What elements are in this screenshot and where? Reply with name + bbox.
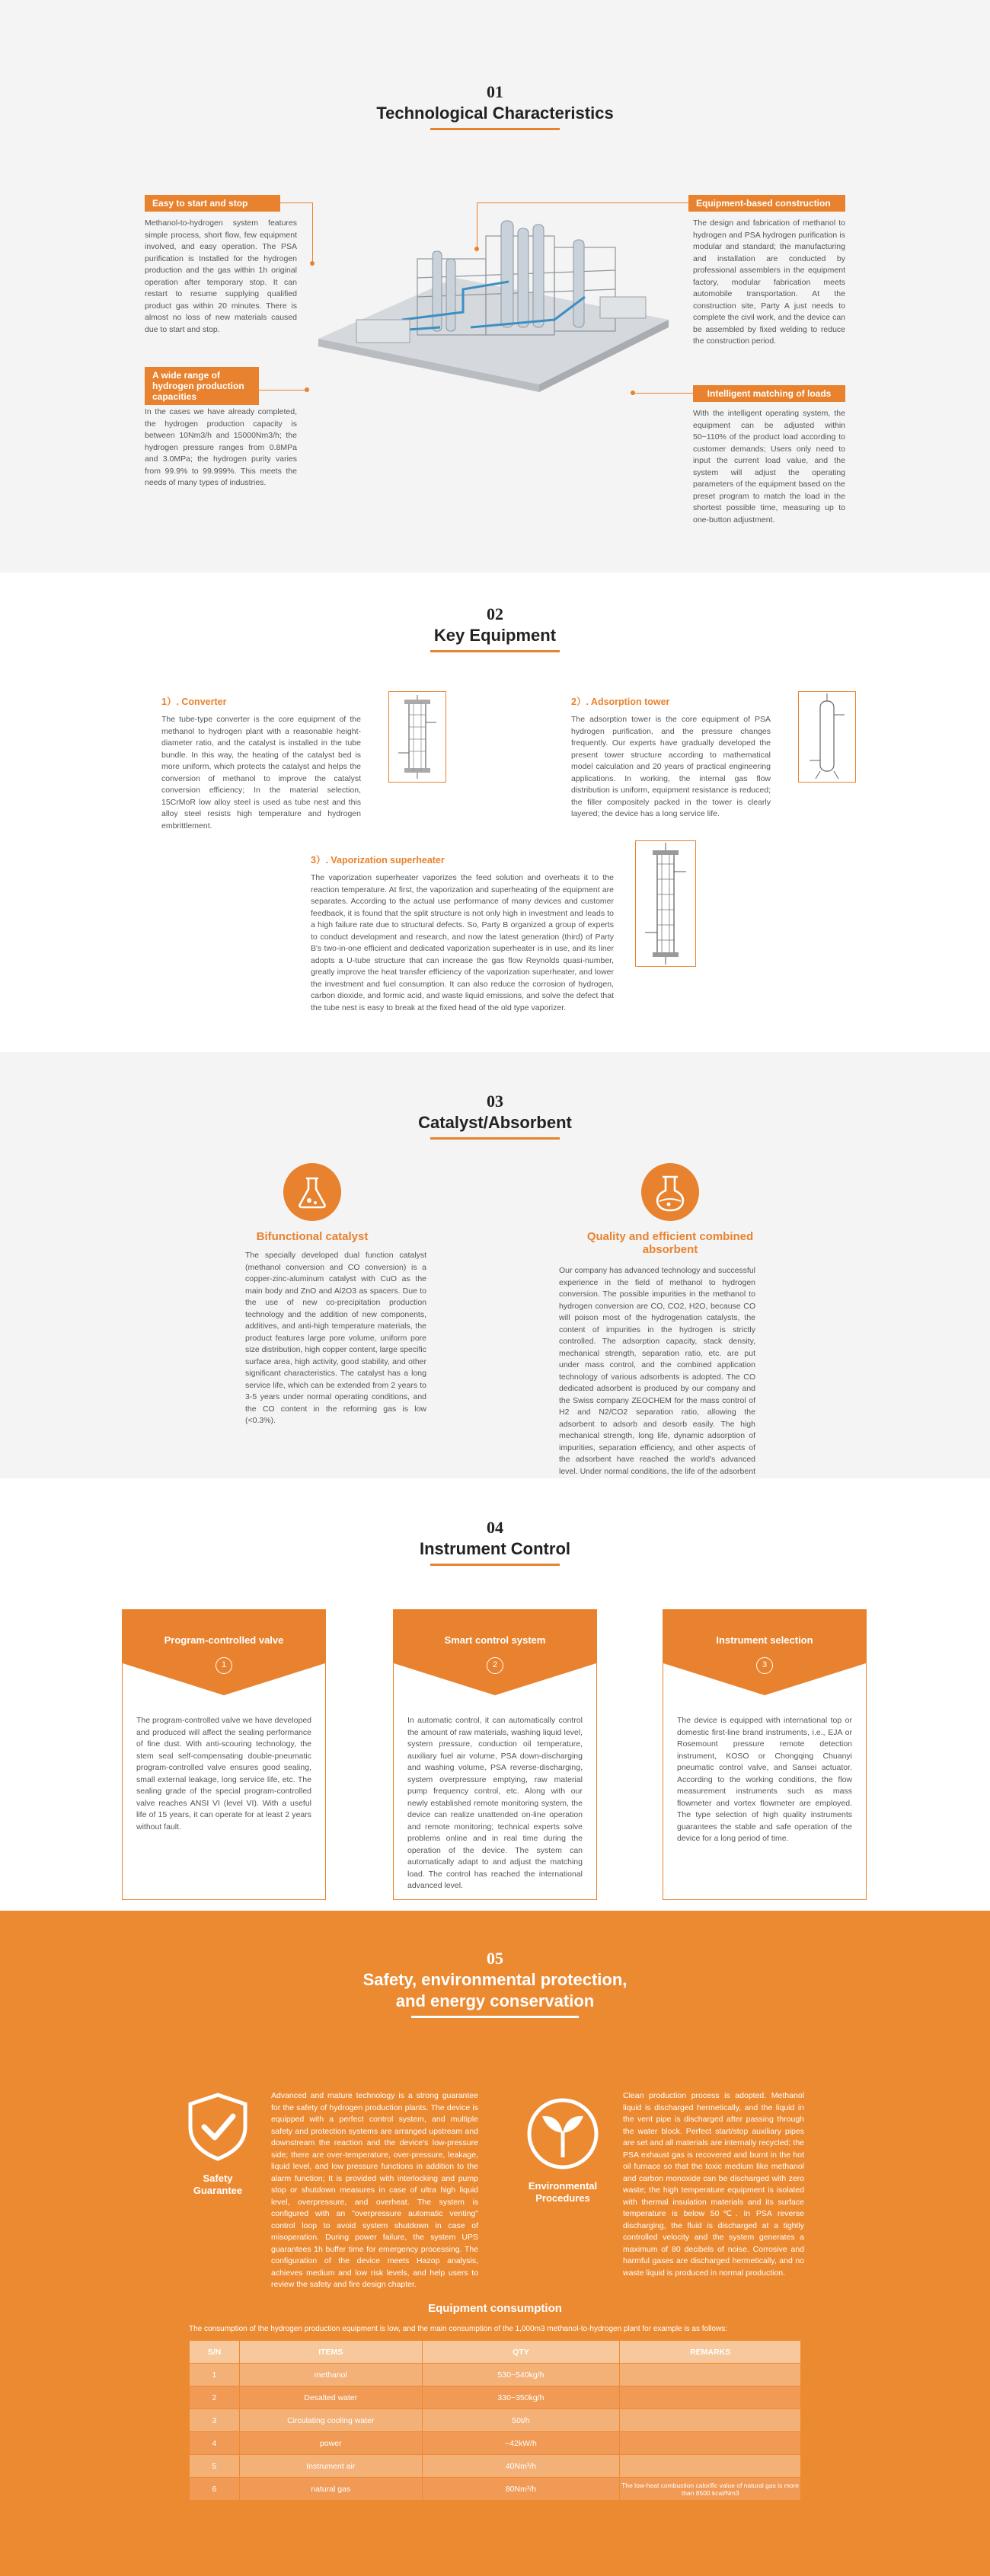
converter-image bbox=[388, 691, 446, 783]
section-instrument-control bbox=[0, 1478, 990, 1911]
absorbent-title: Quality and efficient combined absorbent bbox=[586, 1230, 754, 1256]
table-cell bbox=[620, 2386, 801, 2409]
card-banner bbox=[123, 1610, 325, 1695]
table-cell: 330~350kg/h bbox=[422, 2386, 620, 2409]
section-number: 01 bbox=[487, 82, 503, 101]
section-number: 05 bbox=[487, 1949, 503, 1968]
shield-check-icon bbox=[183, 2090, 253, 2163]
feature-text: In the cases we have already completed, the hydrogen production capacity is between 10Nm3/h and 15000Nm3/h; the hydrogen pressure ranges from 0.8MPa and 3.0MPa; the hydrogen purity varies from 99.9% to 99.999%. This meets the needs of many types of industries. bbox=[145, 407, 297, 487]
vaporization-superheater-image bbox=[635, 840, 696, 967]
connector-dot bbox=[310, 261, 315, 266]
table-cell bbox=[620, 2432, 801, 2455]
card-banner bbox=[394, 1610, 596, 1695]
adsorption-tower-image bbox=[798, 691, 856, 783]
table-cell: ~42kW/h bbox=[422, 2432, 620, 2455]
section-key-equipment bbox=[0, 572, 990, 1052]
section-title-line2: and energy conservation bbox=[395, 1991, 595, 2010]
instrument-card bbox=[393, 1609, 597, 1900]
column-header: QTY bbox=[422, 2341, 620, 2364]
section-catalyst-absorbent bbox=[0, 1052, 990, 1478]
equipment-title: 1）. Converter bbox=[161, 697, 227, 707]
table-row bbox=[190, 2409, 801, 2432]
card-title: Program-controlled valve bbox=[164, 1634, 284, 1646]
connector-line bbox=[312, 202, 313, 263]
card-number: 3 bbox=[756, 1657, 773, 1674]
consumption-note: The consumption of the hydrogen production equipment is low, and the main consumption of the 1,000m3 methanol-to-hydrogen plant for example is as follows: bbox=[189, 2325, 728, 2333]
table-cell: 4 bbox=[190, 2432, 240, 2455]
section-number: 03 bbox=[487, 1092, 503, 1111]
table-cell: 80Nm³/h bbox=[422, 2478, 620, 2501]
card-title: Smart control system bbox=[444, 1634, 546, 1646]
connector-dot bbox=[631, 391, 635, 395]
table-cell: 40Nm³/h bbox=[422, 2455, 620, 2478]
section-technological-characteristics bbox=[0, 0, 990, 572]
table-cell: power bbox=[239, 2432, 422, 2455]
card-text: The device is equipped with international top or domestic first-line brand instruments, i.e., EJA or Rosemount pressure remote detection instrument, KOSO or Chongqing Chuanyi pneumatic control valve, and Sansei actuator. According to the working conditions, the flow measurement instruments such as mass flowmeter and vortex flowmeter are employed. The type selection of high quality instruments guarantees the stable and safe operation of the device for a long period of time. bbox=[677, 1716, 852, 1843]
table-row bbox=[190, 2364, 801, 2386]
table-cell: 50t/h bbox=[422, 2409, 620, 2432]
feature-tag: Equipment-based construction bbox=[688, 195, 845, 212]
connector-line bbox=[259, 390, 306, 391]
table-row bbox=[190, 2478, 801, 2501]
connector-line bbox=[280, 202, 312, 203]
beaker-icon bbox=[641, 1163, 699, 1221]
catalyst-title: Bifunctional catalyst bbox=[256, 1230, 369, 1243]
table-cell: 6 bbox=[190, 2478, 240, 2501]
column-header: S/N bbox=[190, 2341, 240, 2364]
card-text: The program-controlled valve we have developed and produced will affect the sealing performance of fine dust. With anti-scouring technology, the stem seal self-compensating double-pneumatic program-controlled valve ensures good sealing, small external leakage, long service life, etc. The sealing grade of the special program-controlled valve reaches ANSI VI (level VI). With a useful life of 15 years, it can operate for at least 2 years without fault. bbox=[136, 1716, 311, 1832]
card-number: 2 bbox=[487, 1657, 503, 1674]
table-cell: 3 bbox=[190, 2409, 240, 2432]
table-cell bbox=[620, 2455, 801, 2478]
equipment-text: The adsorption tower is the core equipment of PSA hydrogen purification, and the pressure changes frequently. Our experts have gradually developed the present tower structure according to mathematical model calculation and 20 years of practical engineering applications. In working, the internal gas flow distribution is uniform, equipment resistance is reduced; the filler compositely packed in the tower is clearly layered; the device has a long service life. bbox=[571, 715, 771, 818]
card-banner bbox=[663, 1610, 866, 1695]
connector-line bbox=[634, 393, 693, 394]
leaf-sprout-icon bbox=[525, 2096, 600, 2171]
consumption-heading: Equipment consumption bbox=[428, 2302, 562, 2315]
table-cell: 2 bbox=[190, 2386, 240, 2409]
table-cell bbox=[620, 2409, 801, 2432]
connector-dot bbox=[474, 247, 479, 251]
table-cell: natural gas bbox=[239, 2478, 422, 2501]
catalyst-text: The specially developed dual function catalyst (methanol conversion and CO conversion) is a copper-zinc-aluminum catalyst with CuO as the main body and ZnO and Al2O3 as spacers. Due to the use of new co-precipitation production technology and the addition of new components, additives, and anti-high temperature materials, the product features large pore volume, uniform pore size distribution, high copper content, large specific surface area, high activity, good stability, and other significant characteristics. The catalyst has a long service life, which can be extended from 2 years to 3-5 years under normal operating conditions, and the CO content in the reforming gas is low (<0.3%). bbox=[245, 1251, 426, 1425]
card-title: Instrument selection bbox=[716, 1634, 813, 1646]
table-cell: The low-heat combustion calorific value of natural gas is more than 8500 kcal/Nm3 bbox=[620, 2478, 801, 2501]
card-text: In automatic control, it can automatically control the amount of raw materials, washing liquid level, system pressure, conduction oil temperature, auxiliary fuel air volume, PSA down-discharging and washing volume, PSA reverse-discharging, system overpressure emptying, raw material pump frequency control, etc. Along with our newly established remote monitoring system, the device can realize unattended on-line operation and remote monitoring; technical experts solve problems online and in real time during the operation of the device. The system can automatically adapt to and adjust the matching load. The control has reached the international advanced level. bbox=[407, 1716, 583, 1890]
table-cell: 530~540kg/h bbox=[422, 2364, 620, 2386]
table-cell: 5 bbox=[190, 2455, 240, 2478]
feature-text: The design and fabrication of methanol to hydrogen and PSA hydrogen purification is modular and standard; the manufacturing and installation are conducted by professional assemblers in the equipment factory, modular fabrication meets automobile transportation. At the construction site, Party A just needs to complete the civil work, and the device can be assembled by fixed welding to reduce the construction period. bbox=[693, 218, 845, 346]
safety-label: Safety Guarantee bbox=[193, 2173, 243, 2196]
feature-tag: A wide range of hydrogen production capacities bbox=[145, 367, 259, 405]
equipment-text: The vaporization superheater vaporizes the feed solution and overheats it to the reaction temperature. At first, the vaporization and superheating of the equipment are separates. According to the actual use performance of many devices and customer feedback, it is found that the split structure is not only high in investment and leads to a high failure rate due to structural defects. So, Party B organized a group of experts to conduct development and research, and now the latest generation (third) of Party B's two-in-one efficient and dedicated vaporization superheater is in use, and its liner adopts a U-tube structure that can increase the gas flow Reynolds quasi-number, greatly improve the heat transfer efficiency of the vaporization superheater, and lower the investment and fuel consumption. It can also reduce the corrosion of hydrogen, carbon dioxide, and formic acid, and waste liquid emissions, and solve the defect that the tube nest is easy to break at the fixed head of the old type vaporizer. bbox=[311, 873, 614, 1012]
superheater-icon bbox=[636, 841, 695, 966]
title-underline bbox=[430, 128, 560, 130]
adsorption-tower-icon bbox=[799, 692, 855, 782]
environmental-label: Environmental Procedures bbox=[528, 2180, 598, 2204]
table-header-row bbox=[190, 2341, 801, 2364]
table-row bbox=[190, 2432, 801, 2455]
section-number: 04 bbox=[487, 1518, 503, 1537]
safety-text: Advanced and mature technology is a strong guarantee for the safety of hydrogen production plants. The device is equipped with a perfect control system, and multiple safety and protection systems are arranged upstream and downstream the reaction and the device's low-pressure side; there are over-temperature, over-pressure, leakage, liquid level, and low pressure functions in addition to the alarm function; It is provided with interlocking and pump stop or shutdown measures in case of ultra high liquid level, overpressure, and overheat. The system is configured with an "overpressure automatic venting" control loop to avoid system shutdown in case of misoperation. During power failure, the system UPS guarantees 1h buffer time for emergency processing. The configuration of the device meets Hazop analysis, achieves medium and low risk levels, and help users to review the safety and fire design chapter. bbox=[271, 2091, 478, 2289]
instrument-card bbox=[663, 1609, 867, 1900]
absorbent-text: Our company has advanced technology and successful experience in the field of methanol to hydrogen conversion. The possible impurities in the methanol to hydrogen conversion are CO, CO2, H2O, because CO will poison most of the hydrogenation catalysts, the content of impurities in the hydrogen is strictly controlled. The adsorption capacity, stack density, mechanical strength, separation ratio, etc. are put under mass control, and the combined application technology of various adsorbents is adopted. The CO dedicated adsorbent is produced by our company and the Swiss company ZEOCHEM for the mass control of H2 and N2/CO2 separation ratio, allowing the adsorbent to adsorb and desorb easily. The high mechanical strength, long life, dynamic adsorption of impurities, separation efficiency, and other aspects of the adsorbent have reached the world's advanced level. Under normal conditions, the life of the adsorbent bbox=[559, 1266, 755, 1476]
column-header: ITEMS bbox=[239, 2341, 422, 2364]
title-underline bbox=[430, 650, 560, 652]
table-cell: Desalted water bbox=[239, 2386, 422, 2409]
section-title: Key Equipment bbox=[433, 626, 557, 645]
hydrogen-plant-illustration bbox=[311, 206, 679, 403]
converter-icon bbox=[389, 692, 446, 782]
table-cell: Instrument air bbox=[239, 2455, 422, 2478]
equipment-title: 2）. Adsorption tower bbox=[571, 697, 670, 707]
instrument-card bbox=[122, 1609, 326, 1900]
section-title: Instrument Control bbox=[420, 1539, 570, 1558]
section-title-line1: Safety, environmental protection, bbox=[362, 1970, 628, 1989]
card-number: 1 bbox=[216, 1657, 232, 1674]
section-number: 02 bbox=[487, 604, 503, 623]
equipment-text: The tube-type converter is the core equipment of the methanol to hydrogen plant with a reasonable height-diameter ratio, and the catalyst is installed in the tube bundle. In this way, the heating of the catalyst bed is more uniform, which protects the catalyst and helps the conversion of methanol to improve the catalyst conversion efficiency; In the material selection, 15CrMoR low alloy steel is used as tube nest and this alloy steel resists high temperature and hydrogen embrittlement. bbox=[161, 715, 361, 831]
table-row bbox=[190, 2386, 801, 2409]
section-title: Catalyst/Absorbent bbox=[418, 1113, 572, 1132]
table-row bbox=[190, 2455, 801, 2478]
feature-tag: Intelligent matching of loads bbox=[693, 385, 845, 402]
section-title: Technological Characteristics bbox=[376, 104, 614, 123]
consumption-table bbox=[189, 2340, 801, 2501]
connector-dot bbox=[305, 387, 309, 392]
flask-icon bbox=[283, 1163, 341, 1221]
equipment-title: 3）. Vaporization superheater bbox=[311, 855, 445, 866]
table-cell: Circulating cooling water bbox=[239, 2409, 422, 2432]
feature-text: With the intelligent operating system, the equipment can be adjusted within 50~110% of the product load according to customer demands; Users only need to input the current load value, and the system will adjust the operating parameters of the equipment based on the preset program to match the load in the shortest possible time, measuring up to one-button adjustment. bbox=[693, 409, 845, 524]
table-cell: 1 bbox=[190, 2364, 240, 2386]
title-underline bbox=[430, 1137, 560, 1140]
title-underline bbox=[411, 2016, 579, 2018]
feature-text: Methanol-to-hydrogen system features simple process, short flow, few equipment involved, and easy operation. The PSA purification is Installed for the hydrogen production and the gas within 1h original operation after temporary stop. It can restart to resume supplying qualified product gas within 20 minutes. There is almost no loss of new materials caused due to start and stop. bbox=[145, 218, 297, 334]
column-header: REMARKS bbox=[620, 2341, 801, 2364]
feature-tag: Easy to start and stop bbox=[145, 195, 280, 212]
connector-line bbox=[477, 202, 688, 203]
table-cell: methanol bbox=[239, 2364, 422, 2386]
title-underline bbox=[430, 1564, 560, 1566]
section-safety-environment bbox=[0, 1911, 990, 2576]
table-cell bbox=[620, 2364, 801, 2386]
environmental-text: Clean production process is adopted. Methanol liquid is discharged hermetically, and the liquid in the vent pipe is discharged after passing through the water block. Perfect start/stop auxiliary pipes are set and all materials are internally recycled; the PSA exhaust gas is recovered and burnt in the hot oil furnace so that the toxic medium like methanol and carbon monoxide can be discharged with zero waste; the high temperature equipment is isolated with thermal insulation materials and its surface temperature is below 50℃. In PSA reverse discharging, the fluid is discharged at a tightly controlled velocity and the system generates a maximum of 80 decibels of noise. Corrosive and harmful gases are discharged hermetically, and no waste liquid is produced in normal production. bbox=[623, 2091, 804, 2278]
